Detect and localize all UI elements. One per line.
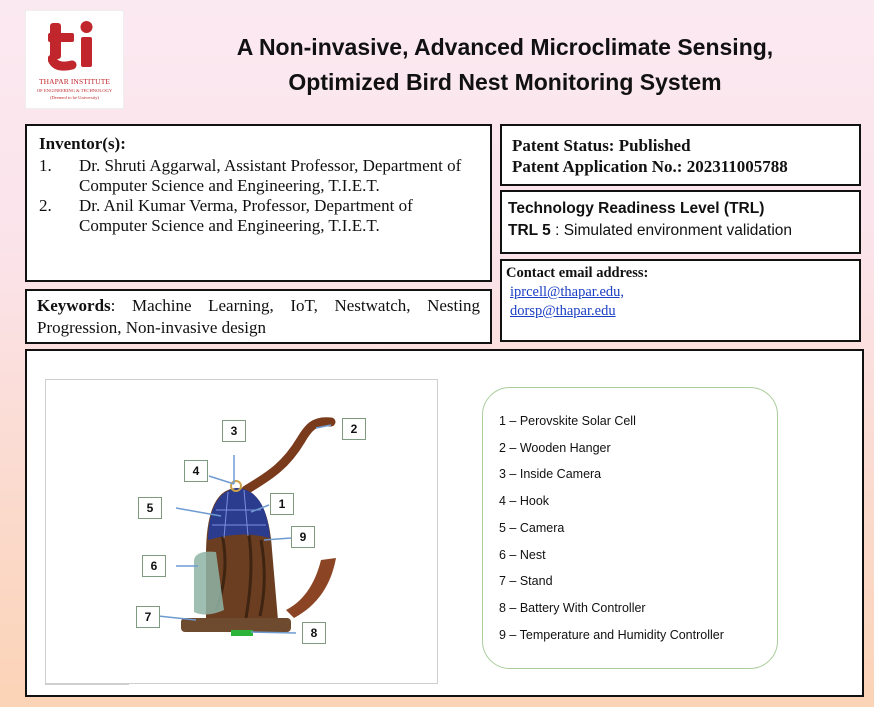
legend-item: 1 – Perovskite Solar Cell (499, 414, 636, 428)
figure-label: 6 (142, 555, 166, 577)
figure-label: 8 (302, 622, 326, 644)
keywords-text: : Machine Learning, IoT, Nestwatch, Nesting Progression, Non-invasive design (37, 296, 480, 337)
legend-item: 2 – Wooden Hanger (499, 440, 611, 455)
inventor-number: 2. (39, 196, 52, 215)
inventors-box (25, 124, 492, 282)
inventor-text: Dr. Anil Kumar Verma, Professor, Department of Computer Science and Engineering, T.I.E.T. (79, 196, 413, 235)
legend-item: 7 – Stand (499, 574, 553, 589)
logo-subline: OF ENGINEERING & TECHNOLOGY (36, 88, 113, 93)
logo-subline: (Deemed to be University) (49, 95, 100, 100)
legend-item: 6 – Nest (499, 547, 546, 562)
figure-label: 5 (138, 497, 162, 519)
figure-label: 4 (184, 460, 208, 482)
wooden-hanger (246, 422, 331, 490)
title-line: Optimized Bird Nest Monitoring System (288, 69, 722, 95)
inventor-item (39, 196, 478, 236)
email-link[interactable]: dorsp@thapar.edu (510, 303, 616, 319)
trl-line (508, 220, 853, 242)
contact-box (500, 259, 861, 342)
patent-application: Patent Application No.: 202311005788 (512, 157, 788, 176)
trl-level: TRL 5 (508, 222, 551, 239)
keywords-label: Keywords (37, 296, 111, 315)
email-link[interactable]: iprcell@thapar.edu, (510, 284, 625, 300)
legend-item: 3 – Inside Camera (499, 467, 602, 482)
solar-cell-dome (208, 488, 270, 540)
patent-status: Patent Status: Published (512, 136, 691, 155)
stand-base (181, 618, 291, 632)
figure-label: 7 (136, 606, 160, 628)
ti-logo-icon (48, 19, 100, 71)
trl-heading: Technology Readiness Level (TRL) (508, 200, 765, 217)
divider (45, 684, 129, 688)
figure-box (25, 349, 864, 697)
page-title (140, 30, 870, 100)
trl-description: : Simulated environment validation (550, 222, 793, 239)
patent-box (500, 124, 861, 186)
figure-label: 2 (342, 418, 366, 440)
inventor-text: Dr. Shruti Aggarwal, Assistant Professor, Department of Computer Science and Engineering, T.I.E.T. (79, 156, 462, 195)
figure-label: 9 (291, 526, 315, 548)
inventor-item (39, 156, 478, 196)
legend-item: 8 – Battery With Controller (499, 600, 646, 615)
trl-box (500, 190, 861, 254)
inventor-number: 1. (39, 156, 52, 175)
institute-logo (25, 10, 124, 109)
keywords-box (25, 289, 492, 344)
nest-device-image (45, 379, 438, 684)
inventors-heading: Inventor(s): (39, 134, 126, 153)
legend-item: 9 – Temperature and Humidity Controller (499, 627, 724, 642)
figure-label: 3 (222, 420, 246, 442)
title-line: A Non-invasive, Advanced Microclimate Sensing, (236, 34, 774, 60)
legend-item: 4 – Hook (499, 494, 550, 509)
battery (231, 630, 253, 636)
stand-arm (286, 558, 336, 618)
figure-label: 1 (270, 493, 294, 515)
figure-legend (482, 387, 778, 669)
contact-heading: Contact email address: (506, 265, 649, 281)
logo-name: THAPAR INSTITUTE (38, 77, 111, 86)
legend-item: 5 – Camera (499, 520, 565, 535)
